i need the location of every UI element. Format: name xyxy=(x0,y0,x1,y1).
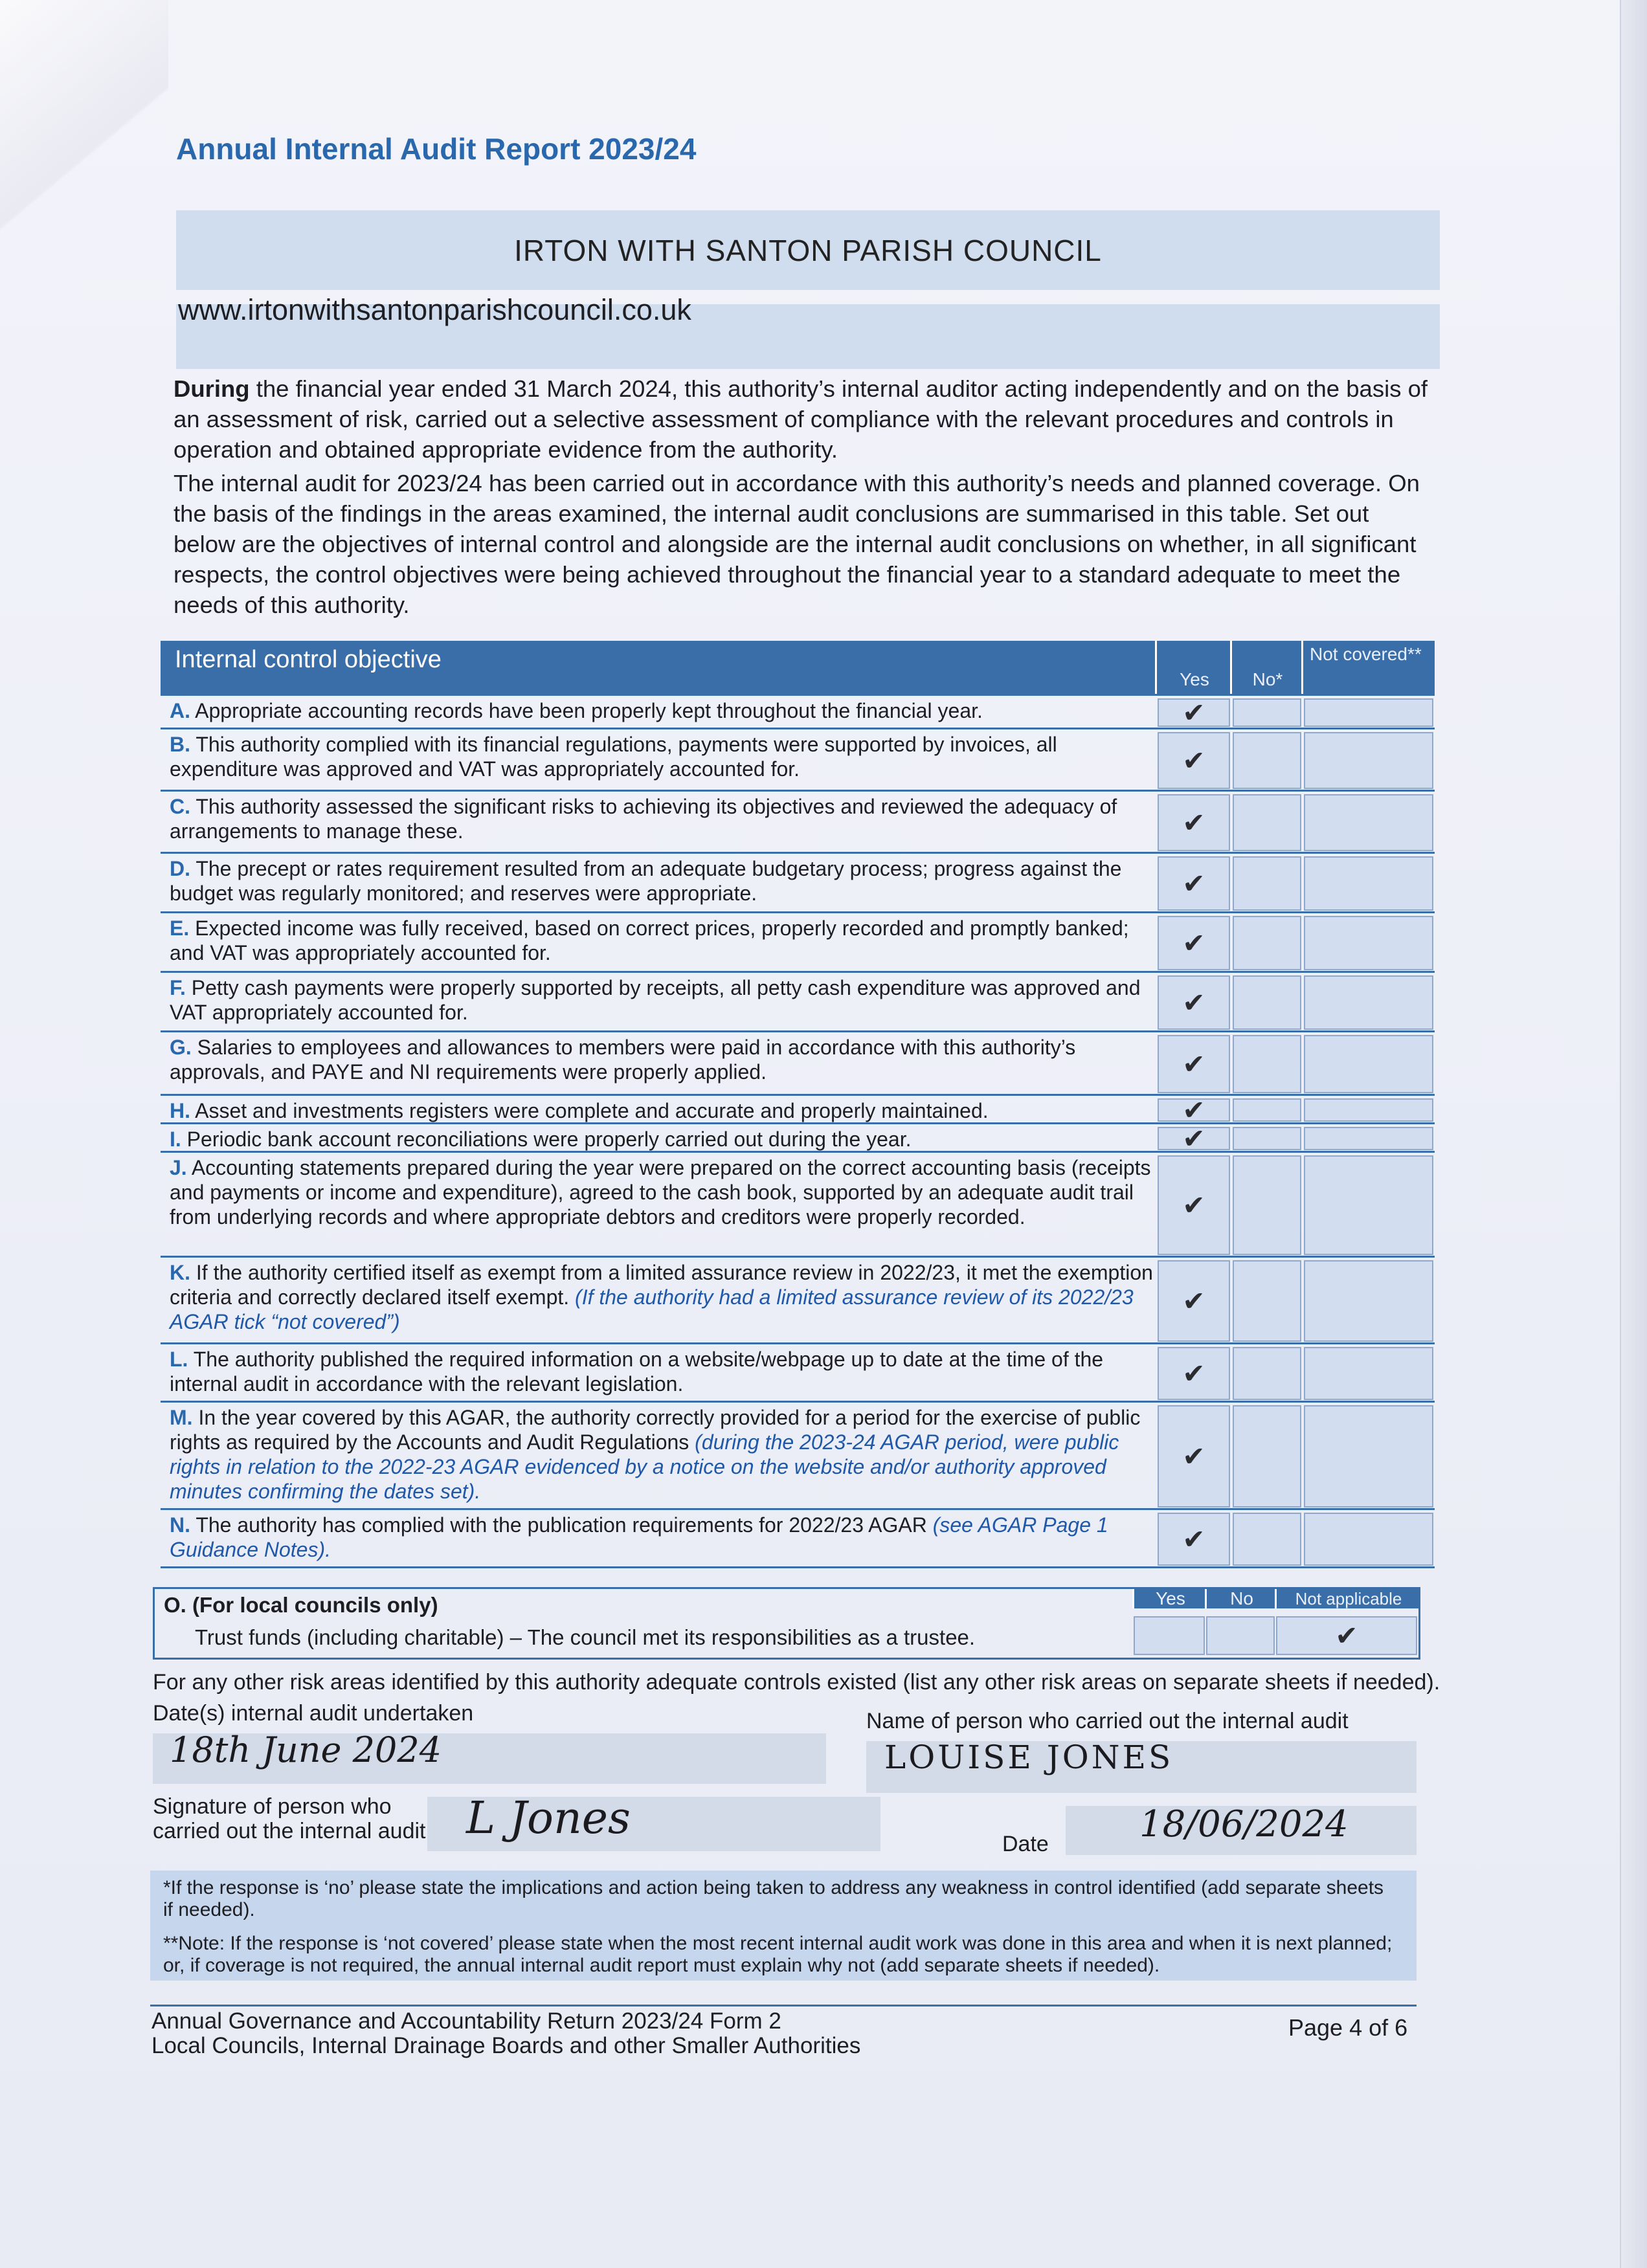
table-row xyxy=(161,790,1435,854)
objective-guidance: (see AGAR Page 1 Guidance Notes). xyxy=(170,1513,1108,1561)
trust-funds-box xyxy=(153,1587,1420,1660)
objective-description: Asset and investments registers were complete and accurate and properly maintained. xyxy=(195,1099,989,1122)
trust-title: O. (For local councils only) xyxy=(164,1593,438,1617)
objective-description: Appropriate accounting records have been properly kept throughout the financial year. xyxy=(195,699,983,722)
answer-cell-no[interactable] xyxy=(1233,856,1301,911)
tick-mark: ✔ xyxy=(1182,1189,1205,1221)
objective-text xyxy=(170,1155,1167,1229)
trust-na-cell[interactable] xyxy=(1276,1616,1417,1655)
tick-mark: ✔ xyxy=(1182,1094,1205,1126)
notes-box xyxy=(150,1871,1417,1981)
answer-cell-not-covered[interactable] xyxy=(1304,732,1433,789)
footer-form-name: Annual Governance and Accountability Return 2023/24 Form 2 Local Councils, Internal Drainage Boards and other Smaller Authorities xyxy=(151,2008,861,2058)
intro-p1-text: the financial year ended 31 March 2024, this authority’s internal auditor acting independently and on the basis of an assessment of risk, carried out a selective assessment of compliance with the relevant procedures and controls in operation and obtained appropriate evidence from the authority. xyxy=(174,375,1428,463)
table-bottom-rule xyxy=(161,1566,1435,1568)
tick-mark: ✔ xyxy=(1182,1440,1205,1473)
objective-text xyxy=(170,975,1167,1025)
answer-cell-not-covered[interactable] xyxy=(1304,856,1433,911)
page-title: Annual Internal Audit Report 2023/24 xyxy=(176,132,697,166)
signature-date-value: 18/06/2024 xyxy=(1139,1803,1349,1845)
objective-text xyxy=(170,1260,1167,1334)
objective-letter: G. xyxy=(170,1036,192,1059)
answer-cell-not-covered[interactable] xyxy=(1304,698,1433,727)
trust-header-yes: Yes xyxy=(1132,1589,1207,1608)
header-yes: Yes xyxy=(1155,641,1232,694)
answer-cell-yes[interactable] xyxy=(1158,1513,1230,1566)
table-row xyxy=(161,1151,1435,1258)
trust-yes-cell[interactable] xyxy=(1134,1616,1205,1655)
objective-text xyxy=(170,916,1167,965)
answer-cell-not-covered[interactable] xyxy=(1304,975,1433,1030)
answer-cell-no[interactable] xyxy=(1233,698,1301,727)
answer-cell-yes[interactable] xyxy=(1158,794,1230,851)
objective-letter: A. xyxy=(170,699,190,722)
trust-header-na: Not applicable xyxy=(1275,1589,1420,1608)
objective-description: In the year covered by this AGAR, the authority correctly provided for a period for the exercise of public rights as required by the Accounts and Audit Regulations xyxy=(170,1406,1141,1454)
answer-cell-yes[interactable] xyxy=(1158,1260,1230,1342)
objective-letter: E. xyxy=(170,917,190,940)
tick-mark: ✔ xyxy=(1335,1619,1358,1652)
objective-description: Petty cash payments were properly supported by receipts, all petty cash expenditure was approved and VAT appropriately accounted for. xyxy=(170,976,1141,1024)
tick-mark: ✔ xyxy=(1182,1048,1205,1080)
objective-guidance: (If the authority had a limited assurance review of its 2022/23 AGAR tick “not covered”) xyxy=(170,1285,1134,1333)
objective-description: Accounting statements prepared during the year were prepared on the correct accounting basis (receipts and payments or income and expenditure), agreed to the cash book, supported by an adequate audit trail from underlying records and where appropriate debtors and creditors were properly recorded. xyxy=(170,1156,1151,1228)
tick-mark: ✔ xyxy=(1182,927,1205,959)
objective-description: The authority published the required information on a website/webpage up to date at the time of the internal audit in accordance with the relevant legislation. xyxy=(170,1348,1104,1395)
objective-letter: H. xyxy=(170,1099,190,1122)
answer-cell-not-covered[interactable] xyxy=(1304,1405,1433,1507)
objective-description: If the authority certified itself as exempt from a limited assurance review in 2022/23, it met the exemption criteria and correctly declared itself exempt. xyxy=(170,1261,1153,1309)
objective-description: Expected income was fully received, based on correct prices, properly recorded and promptly banked; and VAT was appropriately accounted for. xyxy=(170,917,1129,964)
tick-mark: ✔ xyxy=(1182,867,1205,900)
table-row xyxy=(161,911,1435,973)
objective-letter: B. xyxy=(170,733,190,756)
answer-cell-no[interactable] xyxy=(1233,1035,1301,1093)
audit-dates-value: 18th June 2024 xyxy=(170,1729,442,1770)
tick-mark: ✔ xyxy=(1182,1523,1205,1555)
signature-date-label: Date xyxy=(1002,1832,1049,1856)
answer-cell-yes[interactable] xyxy=(1158,1155,1230,1255)
table-row xyxy=(161,1508,1435,1568)
page-number: Page 4 of 6 xyxy=(1288,2014,1408,2041)
answer-cell-no[interactable] xyxy=(1233,1127,1301,1150)
audit-dates-label: Date(s) internal audit undertaken xyxy=(153,1701,474,1726)
table-header xyxy=(161,641,1435,694)
answer-cell-yes[interactable] xyxy=(1158,1122,1230,1155)
objective-letter: C. xyxy=(170,795,190,818)
answer-cell-no[interactable] xyxy=(1233,732,1301,789)
answer-cell-no[interactable] xyxy=(1233,1260,1301,1342)
table-row xyxy=(161,1342,1435,1403)
objective-text xyxy=(170,1405,1167,1504)
answer-cell-yes[interactable] xyxy=(1158,1035,1230,1093)
table-row xyxy=(161,1122,1435,1153)
answer-cell-yes[interactable] xyxy=(1158,1347,1230,1400)
website-address: www.irtonwithsantonparishcouncil.co.uk xyxy=(178,293,691,326)
answer-cell-no[interactable] xyxy=(1233,1098,1301,1122)
objective-text xyxy=(170,732,1167,781)
objective-description: This authority assessed the significant risks to achieving its objectives and reviewed the adequacy of arrangements to manage these. xyxy=(170,795,1117,843)
answer-cell-no[interactable] xyxy=(1233,1347,1301,1400)
tick-mark: ✔ xyxy=(1182,986,1205,1019)
answer-cell-no[interactable] xyxy=(1233,1513,1301,1566)
table-row xyxy=(161,1256,1435,1344)
objective-letter: F. xyxy=(170,976,186,999)
tick-mark: ✔ xyxy=(1182,696,1205,729)
trust-no-cell[interactable] xyxy=(1206,1616,1275,1655)
answer-cell-not-covered[interactable] xyxy=(1304,1127,1433,1150)
objective-description: The precept or rates requirement resulted from an adequate budgetary process; progress against the budget was regularly monitored; and reserves were appropriate. xyxy=(170,857,1122,905)
table-header-title: Internal control objective xyxy=(175,646,442,673)
answer-cell-no[interactable] xyxy=(1233,916,1301,970)
answer-cell-yes[interactable] xyxy=(1158,1094,1230,1126)
objective-text xyxy=(170,1127,1167,1151)
page-edge xyxy=(1620,0,1647,2268)
objective-text xyxy=(170,1035,1167,1084)
objective-text xyxy=(170,1347,1167,1396)
tick-mark: ✔ xyxy=(1182,806,1205,839)
tick-mark: ✔ xyxy=(1182,1357,1205,1390)
objective-description: This authority complied with its financial regulations, payments were supported by invoices, all expenditure was approved and VAT was appropriately accounted for. xyxy=(170,733,1057,781)
answer-cell-no[interactable] xyxy=(1233,1405,1301,1507)
answer-cell-yes[interactable] xyxy=(1158,732,1230,789)
answer-cell-not-covered[interactable] xyxy=(1304,1347,1433,1400)
objective-text xyxy=(170,1098,1167,1123)
signature-label: Signature of person who carried out the internal audit xyxy=(153,1794,426,1843)
answer-cell-yes[interactable] xyxy=(1158,1405,1230,1507)
objective-letter: M. xyxy=(170,1406,193,1429)
signature-value: L Jones xyxy=(466,1793,631,1844)
table-row xyxy=(161,1094,1435,1124)
tick-mark: ✔ xyxy=(1182,744,1205,777)
authority-name-band xyxy=(176,210,1440,290)
answer-cell-yes[interactable] xyxy=(1158,916,1230,970)
answer-cell-not-covered[interactable] xyxy=(1304,1035,1433,1093)
objective-letter: K. xyxy=(170,1261,190,1284)
answer-cell-no[interactable] xyxy=(1233,975,1301,1030)
answer-cell-no[interactable] xyxy=(1233,794,1301,851)
objective-guidance: (during the 2023-24 AGAR period, were public rights in relation to the 2022-23 AGAR evidenced by a notice on the website and/or authority approved minutes confirming the dates set). xyxy=(170,1430,1119,1503)
objective-description: The authority has complied with the publication requirements for 2022/23 AGAR xyxy=(196,1513,933,1537)
auditor-name-value: LOUISE JONES xyxy=(884,1739,1174,1776)
table-row xyxy=(161,728,1435,792)
other-risks-text: For any other risk areas identified by this authority adequate controls existed (list any other risk areas on separate sheets if needed). xyxy=(153,1670,1440,1695)
trust-text: Trust funds (including charitable) – The council met its responsibilities as a trustee. xyxy=(195,1625,976,1649)
answer-cell-not-covered[interactable] xyxy=(1304,794,1433,851)
tick-mark: ✔ xyxy=(1182,1122,1205,1155)
note-no: *If the response is ‘no’ please state the implications and action being taken to address any weakness in control identified (add separate sheets if needed). xyxy=(163,1877,1384,1920)
objective-letter: J. xyxy=(170,1156,187,1179)
table-row xyxy=(161,694,1435,729)
intro-paragraph-1 xyxy=(174,373,1429,465)
footer-rule xyxy=(150,2005,1417,2007)
objective-letter: L. xyxy=(170,1348,188,1371)
objective-text xyxy=(170,856,1167,906)
folded-corner xyxy=(0,0,168,272)
answer-cell-not-covered[interactable] xyxy=(1304,1260,1433,1342)
answer-cell-no[interactable] xyxy=(1233,1155,1301,1255)
table-row xyxy=(161,1030,1435,1096)
answer-cell-yes[interactable] xyxy=(1158,698,1230,727)
table-row xyxy=(161,852,1435,913)
table-row xyxy=(161,1401,1435,1510)
objective-letter: N. xyxy=(170,1513,190,1537)
answer-cell-yes[interactable] xyxy=(1158,856,1230,911)
answer-cell-not-covered[interactable] xyxy=(1304,1155,1433,1255)
objective-letter: I. xyxy=(170,1128,181,1151)
objective-text xyxy=(170,698,1167,723)
answer-cell-not-covered[interactable] xyxy=(1304,1098,1433,1122)
answer-cell-yes[interactable] xyxy=(1158,975,1230,1030)
header-no: No* xyxy=(1230,641,1303,694)
objective-letter: D. xyxy=(170,857,190,880)
objective-description: Salaries to employees and allowances to members were paid in accordance with this authority’s approvals, and PAYE and NI requirements were properly applied. xyxy=(170,1036,1076,1084)
answer-cell-not-covered[interactable] xyxy=(1304,916,1433,970)
authority-name: IRTON WITH SANTON PARISH COUNCIL xyxy=(514,233,1102,267)
objective-text xyxy=(170,794,1167,843)
objective-description: Periodic bank account reconciliations were properly carried out during the year. xyxy=(186,1128,912,1151)
intro-bold-word: During xyxy=(174,375,250,402)
objective-text xyxy=(170,1513,1167,1562)
tick-mark: ✔ xyxy=(1182,1285,1205,1317)
auditor-name-label: Name of person who carried out the internal audit xyxy=(866,1709,1349,1733)
table-row xyxy=(161,971,1435,1032)
note-not-covered: **Note: If the response is ‘not covered’ please state when the most recent internal audit work was done in this area and when it is next planned; or, if coverage is not required, the annual internal audit report must explain why not (add separate sheets if needed). xyxy=(163,1933,1393,1976)
answer-cell-not-covered[interactable] xyxy=(1304,1513,1433,1566)
header-not-covered: Not covered** xyxy=(1301,641,1437,694)
trust-header-no: No xyxy=(1205,1589,1277,1608)
intro-paragraph-2: The internal audit for 2023/24 has been carried out in accordance with this authority’s needs and planned coverage. On the basis of the findings in the areas examined, the internal audit conclusions are summarised in this table. Set out below are the objectives of internal control and alongside are the internal audit conclusions on whether, in all significant respects, the control objectives were being achieved throughout the financial year to a standard adequate to meet the needs of this authority. xyxy=(174,470,1420,618)
